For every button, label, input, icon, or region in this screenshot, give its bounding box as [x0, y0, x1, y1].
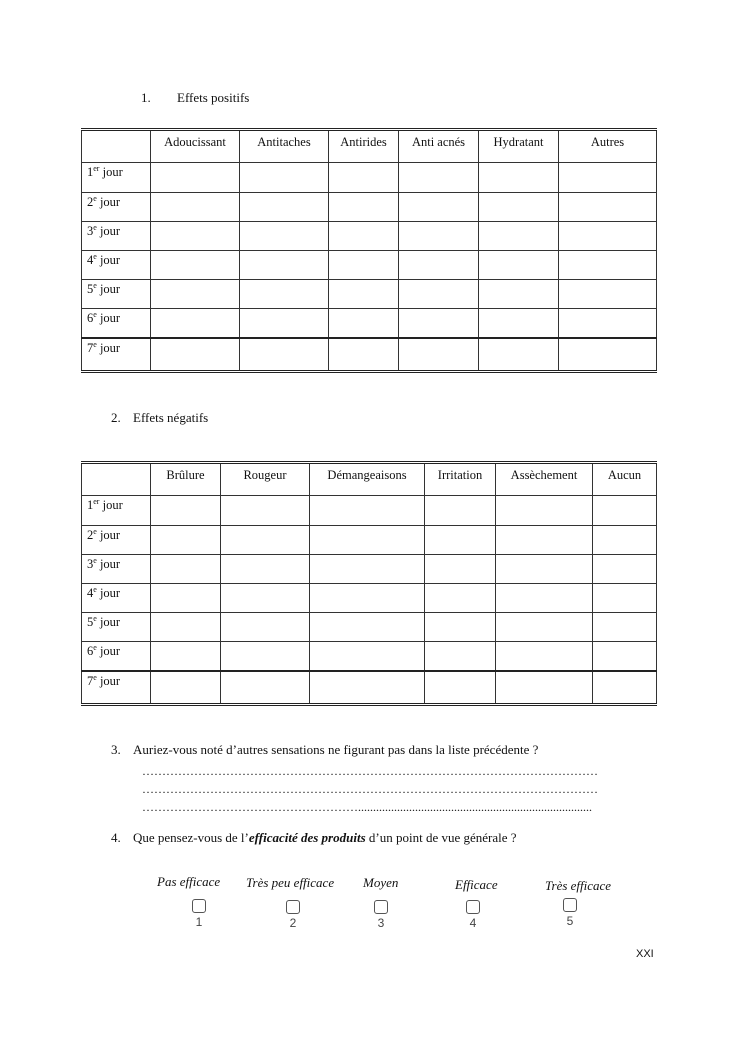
response-cell[interactable] — [310, 613, 425, 642]
rating-checkbox-2[interactable] — [286, 900, 300, 914]
response-cell[interactable] — [593, 613, 657, 642]
response-cell[interactable] — [559, 222, 657, 251]
negative-effects-table — [81, 461, 657, 706]
response-cell[interactable] — [559, 280, 657, 309]
response-cell[interactable] — [221, 584, 310, 613]
response-cell[interactable] — [479, 193, 559, 222]
response-cell[interactable] — [479, 280, 559, 309]
day-ordinal-suffix: e — [93, 642, 97, 652]
question4-text-after: d’un point de vue générale ? — [365, 830, 517, 845]
response-cell[interactable] — [593, 526, 657, 555]
column-header: Brûlure — [151, 463, 221, 496]
table-row — [82, 496, 657, 526]
response-cell[interactable] — [310, 496, 425, 526]
day-label — [82, 526, 151, 555]
day-number: 4 — [87, 253, 94, 267]
day-label — [82, 193, 151, 222]
response-cell[interactable] — [240, 338, 329, 372]
page-number: XXI — [636, 948, 654, 960]
table-row — [82, 309, 657, 338]
day-number: 7 — [87, 340, 94, 355]
day-word: jour — [96, 673, 121, 688]
day-number: 1 — [87, 165, 94, 179]
column-header: Assèchement — [496, 463, 593, 496]
day-word: jour — [96, 195, 121, 209]
rating-checkbox-1[interactable] — [192, 899, 206, 913]
day-word: jour — [96, 586, 121, 600]
table-row — [82, 193, 657, 222]
question4-emphasis: efficacité des produits — [248, 830, 366, 845]
response-cell[interactable] — [399, 163, 479, 193]
section1-number: 1. — [141, 90, 151, 105]
day-word: jour — [96, 224, 121, 238]
response-cell[interactable] — [151, 555, 221, 584]
day-label — [82, 671, 151, 705]
table-row — [82, 526, 657, 555]
day-number: 1 — [87, 498, 94, 512]
table-row — [82, 642, 657, 671]
day-word: jour — [96, 615, 121, 629]
response-cell[interactable] — [425, 584, 496, 613]
day-ordinal-suffix: er — [93, 496, 100, 506]
response-cell[interactable] — [329, 193, 399, 222]
rating-checkbox-4[interactable] — [466, 900, 480, 914]
response-cell[interactable] — [399, 222, 479, 251]
day-word: jour — [96, 557, 121, 571]
question3-text: Auriez-vous noté d’autres sensations ne figurant pas dans la liste précédente ? — [133, 742, 539, 757]
response-cell[interactable] — [329, 222, 399, 251]
column-header: Rougeur — [221, 463, 310, 496]
day-ordinal-suffix: e — [93, 672, 97, 682]
scale-label-3: Moyen — [363, 875, 399, 890]
response-cell[interactable] — [496, 671, 593, 705]
rating-number-1: 1 — [195, 915, 203, 929]
day-word: jour — [96, 340, 121, 355]
response-cell[interactable] — [559, 163, 657, 193]
day-word: jour — [96, 253, 121, 267]
day-label — [82, 309, 151, 338]
column-header: Irritation — [425, 463, 496, 496]
day-label — [82, 584, 151, 613]
response-cell[interactable] — [425, 613, 496, 642]
response-cell[interactable] — [329, 338, 399, 372]
question3 — [111, 742, 538, 758]
response-cell[interactable] — [240, 222, 329, 251]
day-number: 2 — [87, 528, 94, 542]
day-ordinal-suffix: e — [93, 584, 97, 594]
response-cell[interactable] — [593, 584, 657, 613]
day-ordinal-suffix: e — [93, 526, 97, 536]
response-cell[interactable] — [221, 496, 310, 526]
response-cell[interactable] — [240, 163, 329, 193]
response-cell[interactable] — [310, 526, 425, 555]
response-cell[interactable] — [151, 338, 240, 372]
table-row — [82, 222, 657, 251]
column-header: Adoucissant — [151, 130, 240, 163]
rating-number-2: 2 — [289, 916, 297, 930]
response-cell[interactable] — [593, 555, 657, 584]
section1-heading — [141, 90, 249, 106]
response-cell[interactable] — [310, 584, 425, 613]
question4 — [111, 830, 517, 846]
positive-effects-table — [81, 128, 657, 373]
response-cell[interactable] — [479, 251, 559, 280]
table-row — [82, 671, 657, 705]
response-cell[interactable] — [329, 251, 399, 280]
answer-line-3[interactable]: ……………………………………………….............................................................................. — [142, 800, 592, 814]
column-header: Antirides — [329, 130, 399, 163]
response-cell[interactable] — [479, 309, 559, 338]
response-cell[interactable] — [151, 526, 221, 555]
response-cell[interactable] — [329, 309, 399, 338]
response-cell[interactable] — [310, 555, 425, 584]
response-cell[interactable] — [425, 671, 496, 705]
scale-label-1: Pas efficace — [157, 874, 221, 889]
response-cell[interactable] — [496, 555, 593, 584]
day-number: 4 — [87, 586, 94, 600]
column-header: Autres — [559, 130, 657, 163]
response-cell[interactable] — [151, 193, 240, 222]
rating-checkbox-3[interactable] — [374, 900, 388, 914]
scale-label-4: Efficace — [455, 877, 498, 892]
response-cell[interactable] — [399, 309, 479, 338]
response-cell[interactable] — [479, 163, 559, 193]
rating-number-3: 3 — [377, 916, 385, 930]
day-word: jour — [96, 311, 121, 325]
response-cell[interactable] — [151, 642, 221, 671]
day-number: 5 — [87, 282, 94, 296]
day-number: 6 — [87, 644, 94, 658]
day-number: 6 — [87, 311, 94, 325]
day-ordinal-suffix: e — [93, 613, 97, 623]
question4-text-before: Que pensez-vous de l’ — [133, 830, 249, 845]
table-row — [82, 251, 657, 280]
response-cell[interactable] — [399, 251, 479, 280]
answer-line-2[interactable]: …………………………………………………………………………………………………… — [142, 782, 598, 796]
response-cell[interactable] — [425, 555, 496, 584]
response-cell[interactable] — [151, 222, 240, 251]
response-cell[interactable] — [559, 309, 657, 338]
response-cell[interactable] — [221, 613, 310, 642]
table-row — [82, 584, 657, 613]
response-cell[interactable] — [425, 642, 496, 671]
response-cell[interactable] — [310, 671, 425, 705]
day-label — [82, 280, 151, 309]
response-cell[interactable] — [151, 163, 240, 193]
section2-heading — [111, 410, 208, 426]
response-cell[interactable] — [151, 309, 240, 338]
response-cell[interactable] — [425, 496, 496, 526]
table-header-row — [82, 130, 657, 163]
table-header-row — [82, 463, 657, 496]
response-cell[interactable] — [593, 496, 657, 526]
table-row — [82, 613, 657, 642]
response-cell[interactable] — [240, 193, 329, 222]
day-number: 3 — [87, 557, 94, 571]
day-label — [82, 642, 151, 671]
answer-line-1[interactable]: …………………………………………………………………………………………………… — [142, 764, 598, 778]
response-cell[interactable] — [151, 671, 221, 705]
day-label — [82, 338, 151, 372]
day-label — [82, 555, 151, 584]
question4-number: 4. — [111, 830, 121, 845]
section2-title: Effets négatifs — [133, 410, 209, 425]
response-cell[interactable] — [151, 280, 240, 309]
response-cell[interactable] — [479, 222, 559, 251]
day-ordinal-suffix: er — [93, 163, 100, 173]
day-word: jour — [96, 282, 121, 296]
response-cell[interactable] — [151, 496, 221, 526]
response-cell[interactable] — [399, 338, 479, 372]
day-label — [82, 251, 151, 280]
response-cell[interactable] — [496, 613, 593, 642]
response-cell[interactable] — [559, 338, 657, 372]
response-cell[interactable] — [496, 584, 593, 613]
section1-title: Effets positifs — [177, 90, 250, 105]
day-word: jour — [96, 644, 121, 658]
day-number: 7 — [87, 673, 94, 688]
response-cell[interactable] — [399, 193, 479, 222]
response-cell[interactable] — [329, 163, 399, 193]
rating-number-4: 4 — [469, 916, 477, 930]
response-cell[interactable] — [559, 251, 657, 280]
day-ordinal-suffix: e — [93, 222, 97, 232]
response-cell[interactable] — [240, 280, 329, 309]
rating-number-5: 5 — [566, 914, 574, 928]
response-cell[interactable] — [496, 642, 593, 671]
column-header: Aucun — [593, 463, 657, 496]
table-row — [82, 555, 657, 584]
response-cell[interactable] — [496, 526, 593, 555]
day-number: 3 — [87, 224, 94, 238]
response-cell[interactable] — [221, 555, 310, 584]
table1-body — [82, 163, 657, 372]
day-word: jour — [99, 498, 123, 512]
day-label — [82, 222, 151, 251]
section2-number: 2. — [111, 410, 121, 425]
response-cell[interactable] — [151, 584, 221, 613]
response-cell[interactable] — [425, 526, 496, 555]
day-number: 2 — [87, 195, 94, 209]
day-ordinal-suffix: e — [93, 193, 97, 203]
day-ordinal-suffix: e — [93, 280, 97, 290]
scale-label-2: Très peu efficace — [246, 875, 335, 890]
response-cell[interactable] — [310, 642, 425, 671]
response-cell[interactable] — [240, 251, 329, 280]
response-cell[interactable] — [240, 309, 329, 338]
table-corner-cell — [82, 130, 151, 163]
day-ordinal-suffix: e — [93, 309, 97, 319]
response-cell[interactable] — [329, 280, 399, 309]
response-cell[interactable] — [399, 280, 479, 309]
day-ordinal-suffix: e — [93, 339, 97, 349]
day-label — [82, 613, 151, 642]
table-row — [82, 163, 657, 193]
column-header: Antitaches — [240, 130, 329, 163]
day-label — [82, 496, 151, 526]
day-ordinal-suffix: e — [93, 555, 97, 565]
scale-label-5: Très efficace — [545, 878, 612, 893]
response-cell[interactable] — [151, 613, 221, 642]
table-corner-cell — [82, 463, 151, 496]
rating-checkbox-5[interactable] — [563, 898, 577, 912]
table-row — [82, 338, 657, 372]
day-word: jour — [96, 528, 121, 542]
column-header: Anti acnés — [399, 130, 479, 163]
response-cell[interactable] — [221, 671, 310, 705]
response-cell[interactable] — [221, 526, 310, 555]
question3-number: 3. — [111, 742, 121, 757]
response-cell[interactable] — [221, 642, 310, 671]
response-cell[interactable] — [496, 496, 593, 526]
day-ordinal-suffix: e — [93, 251, 97, 261]
response-cell[interactable] — [593, 642, 657, 671]
table-row — [82, 280, 657, 309]
response-cell[interactable] — [479, 338, 559, 372]
response-cell[interactable] — [151, 251, 240, 280]
response-cell[interactable] — [559, 193, 657, 222]
column-header: Démangeaisons — [310, 463, 425, 496]
day-word: jour — [99, 165, 123, 179]
day-number: 5 — [87, 615, 94, 629]
column-header: Hydratant — [479, 130, 559, 163]
response-cell[interactable] — [593, 671, 657, 705]
day-label — [82, 163, 151, 193]
table2-body — [82, 496, 657, 705]
